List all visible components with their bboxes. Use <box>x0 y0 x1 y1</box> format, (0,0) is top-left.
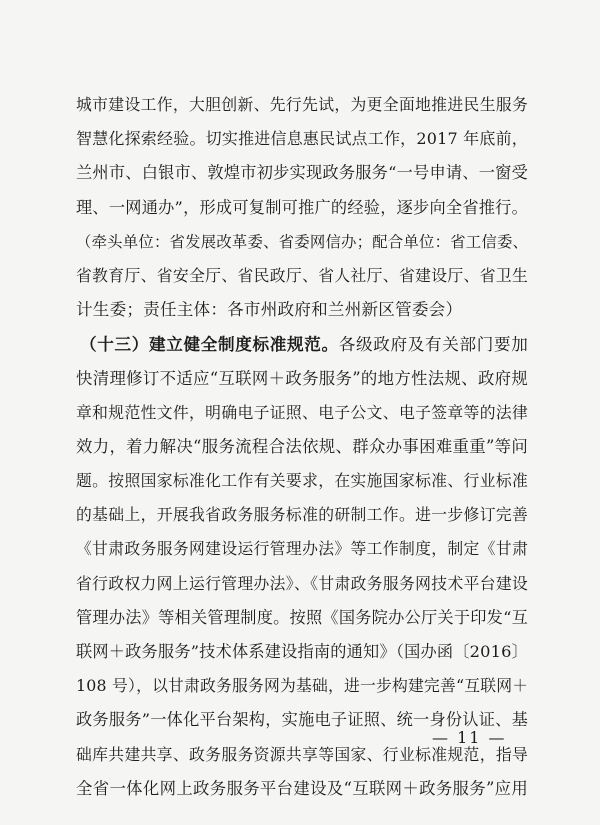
section-line: 政务服务”一体化平台架构，实施电子证照、统一身份认证、基 <box>76 710 528 730</box>
paragraph-line: （牵头单位：省发展改革委、省委网信办；配合单位：省工信委、 <box>76 232 529 251</box>
section-line: 联网＋政务服务”技术体系建设指南的通知》（国办函〔2016〕 <box>76 642 529 661</box>
paragraph-line: 城市建设工作，大胆创新、先行先试，为更全面地推进民生服务 <box>76 95 528 114</box>
page-number: — 11 — <box>432 728 507 747</box>
section-first-line-text: 各级政府及有关部门要加 <box>338 335 529 355</box>
section-heading: （十三）建立健全制度标准规范。 <box>80 334 339 355</box>
section-line: 础库共建共享、政务服务资源共享等国家、行业标准规范，指导 <box>76 744 528 764</box>
paragraph-line: 省教育厅、省安全厅、省民政厅、省人社厅、省建设厅、省卫生 <box>76 265 528 285</box>
paragraph-line: 智慧化探索经验。切实推进信息惠民试点工作，2017 年底前， <box>76 129 528 149</box>
section-line: 的基础上，开展我省政务服务标准的研制工作。进一步修订完善 <box>76 505 528 525</box>
paragraph-line: 计生委；责任主体：各市州政府和兰州新区管委会） <box>76 300 463 320</box>
section-line: 108 号），以甘肃政务服务网为基础，进一步构建完善“互联网＋ <box>76 676 529 696</box>
body-text <box>76 88 528 806</box>
section-line: 省行政权力网上运行管理办法》、《甘肃政务服务网技术平台建设 <box>76 573 528 593</box>
section-line: 题。按照国家标准化工作有关要求，在实施国家标准、行业标准 <box>76 471 528 491</box>
section-first-line <box>76 327 528 361</box>
section-line: 快清理修订不适应“互联网＋政务服务”的地方性法规、政府规 <box>76 368 528 388</box>
section-line: 效力，着力解决“服务流程合法依规、群众办事困难重重”等问 <box>76 436 528 456</box>
paragraph-line: 理、一网通办”，形成可复制可推广的经验，逐步向全省推行。 <box>76 197 528 217</box>
paragraph-line: 兰州市、白银市、敦煌市初步实现政务服务“一号申请、一窗受 <box>76 163 528 183</box>
section-line: 《甘肃政务服务网建设运行管理办法》等工作制度，制定《甘肃 <box>76 539 528 559</box>
section-line: 全省一体化网上政务服务平台建设及“互联网＋政务服务”应用 <box>76 778 528 798</box>
section-line: 章和规范性文件，明确电子证照、电子公文、电子签章等的法律 <box>76 402 528 422</box>
section-line: 管理办法》等相关管理制度。按照《国务院办公厅关于印发“互 <box>76 607 528 627</box>
